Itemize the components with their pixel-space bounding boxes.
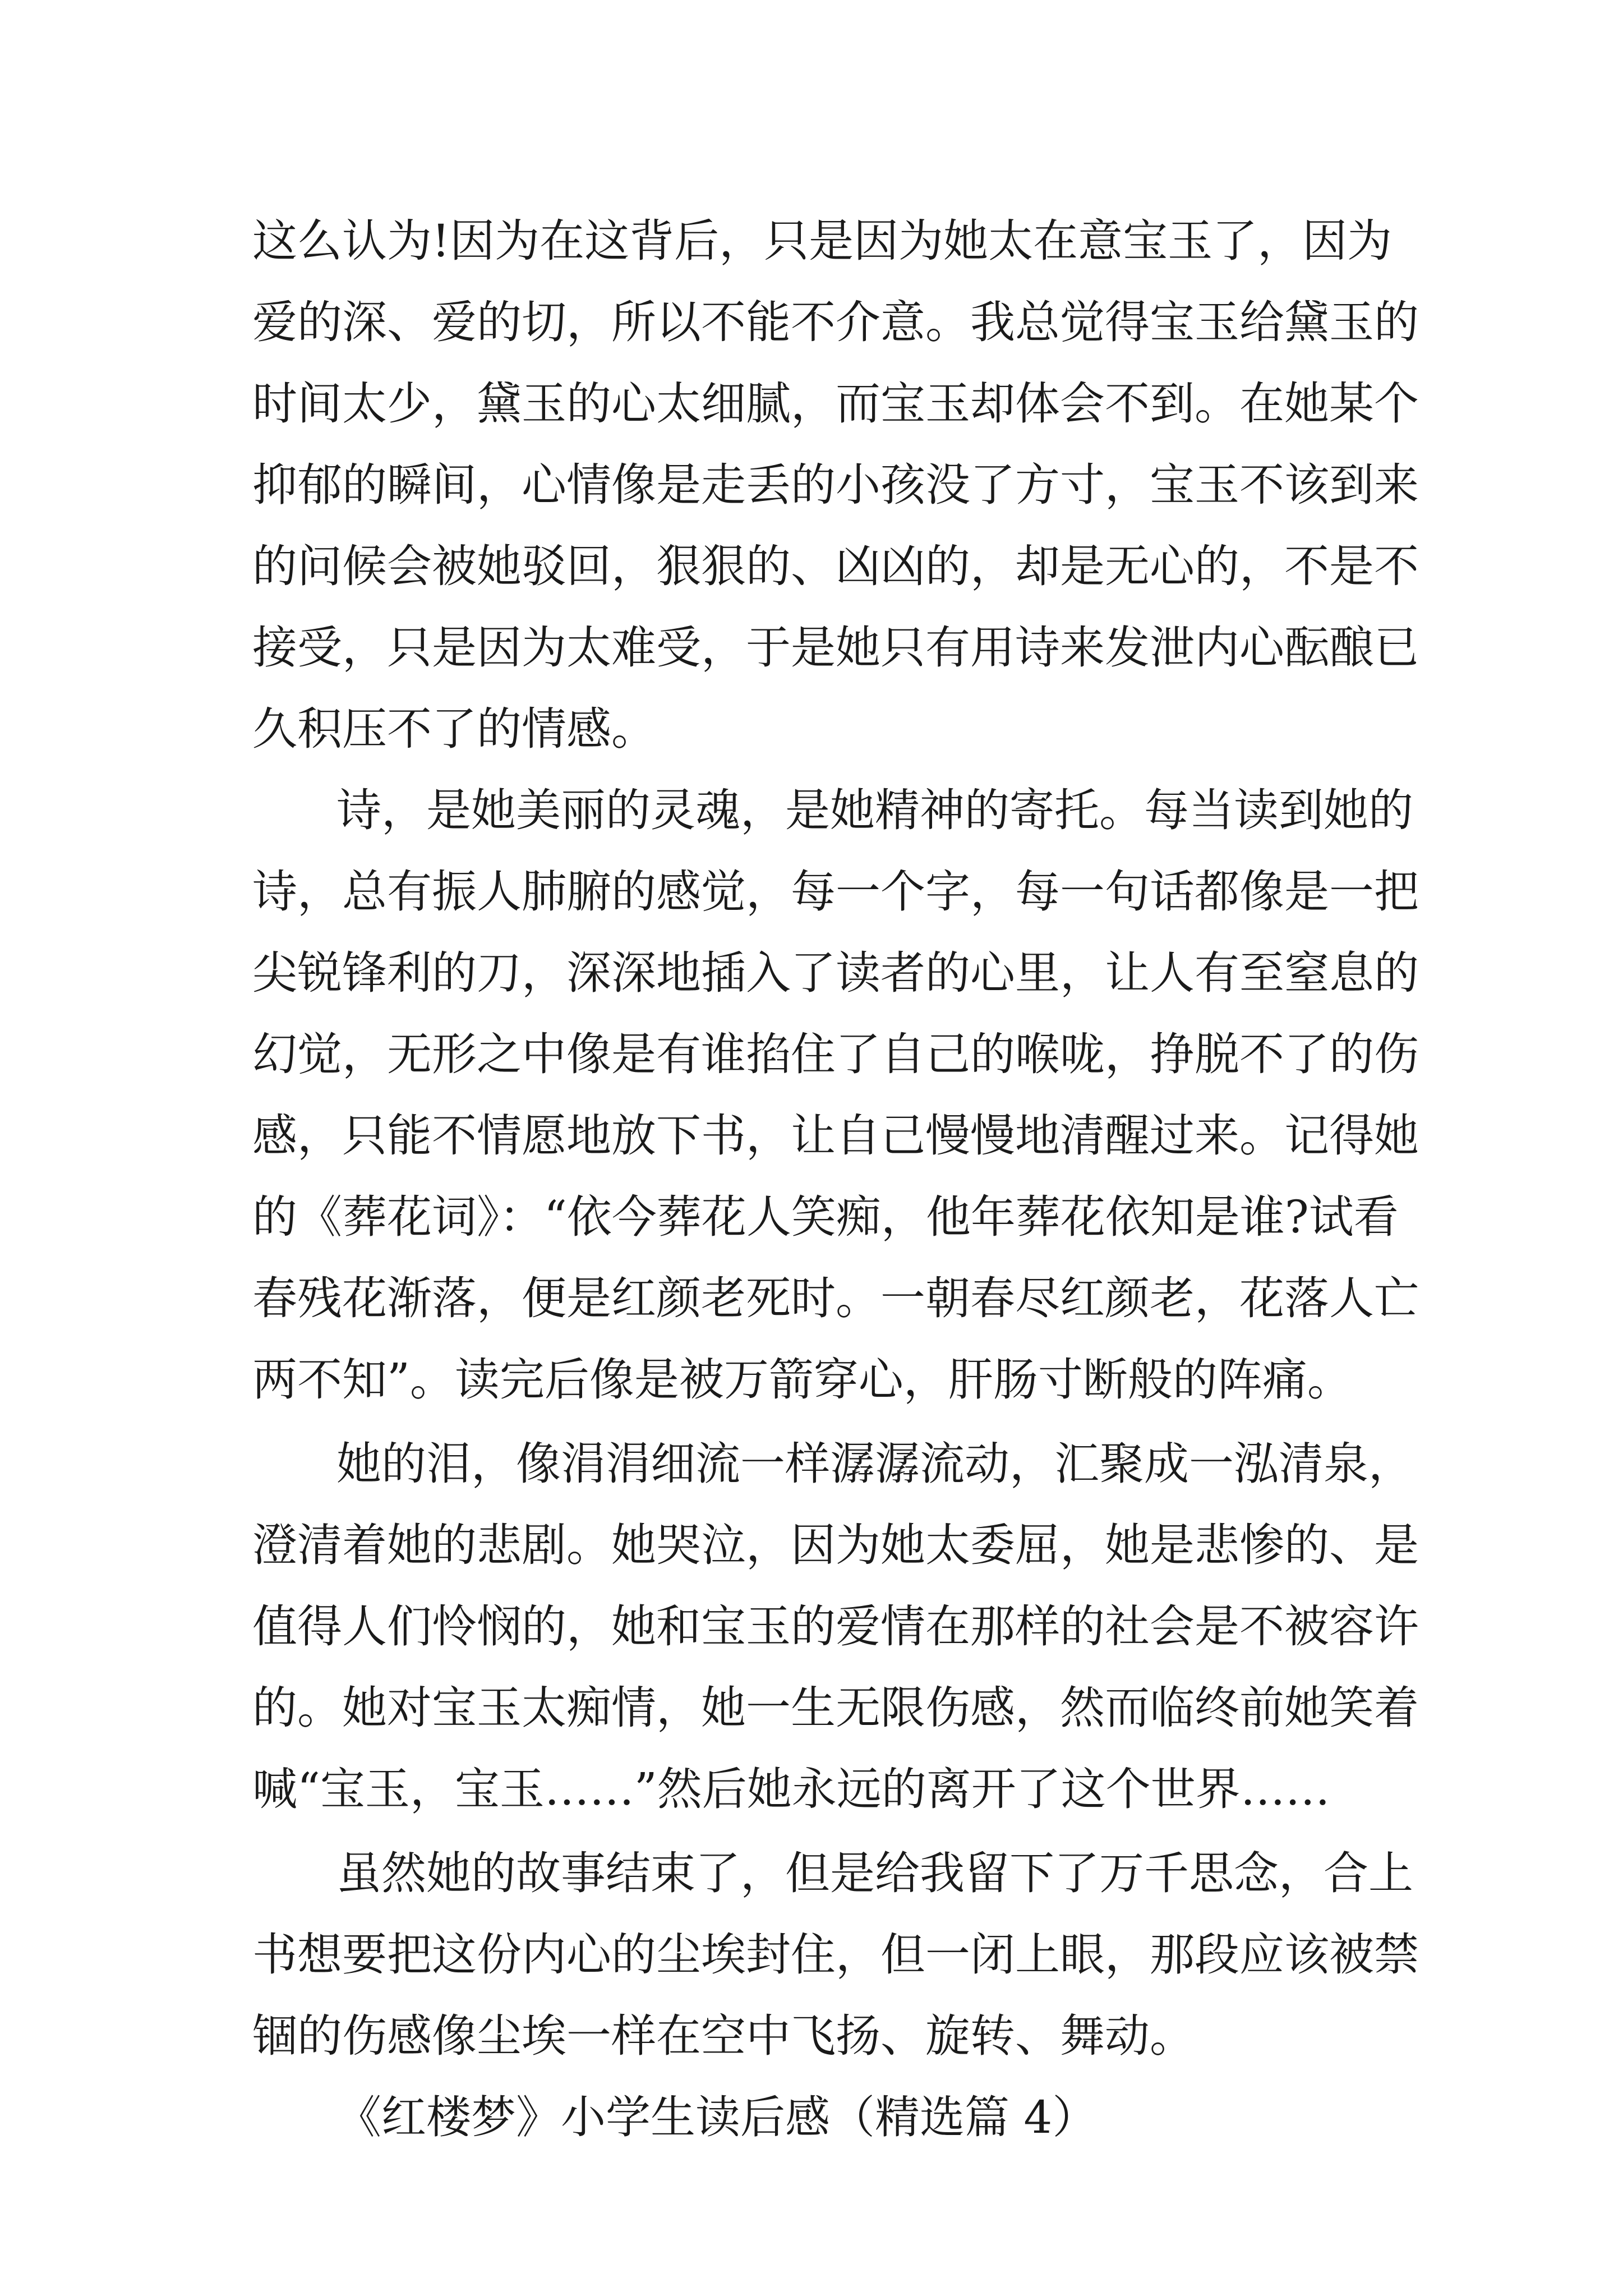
paragraph-line: 的问候会被她驳回，狠狠的、凶凶的，却是无心的，不是不: [252, 540, 1419, 592]
section-heading: 《红楼梦》小学生读后感（精选篇 4）: [336, 2091, 1098, 2143]
paragraph-line: 锢的伤感像尘埃一样在空中飞扬、旋转、舞动。: [252, 2010, 1195, 2062]
paragraph-line: 值得人们怜悯的，她和宝玉的爱情在那样的社会是不被容许: [252, 1600, 1419, 1653]
paragraph-line: 抑郁的瞬间，心情像是走丢的小孩没了方寸，宝玉不该到来: [252, 459, 1419, 511]
paragraph-line: 澄清着她的悲剧。她哭泣，因为她太委屈，她是悲惨的、是: [252, 1519, 1419, 1571]
paragraph-line: 书想要把这份内心的尘埃封住，但一闭上眼，那段应该被禁: [252, 1929, 1419, 1981]
paragraph-line: 诗，总有振人肺腑的感觉，每一个字，每一句话都像是一把: [252, 866, 1419, 918]
paragraph-line: 诗，是她美丽的灵魂，是她精神的寄托。每当读到她的: [336, 784, 1413, 836]
paragraph-line: 幻觉，无形之中像是有谁掐住了自己的喉咙，挣脱不了的伤: [252, 1028, 1419, 1080]
paragraph-line: 接受，只是因为太难受，于是她只有用诗来发泄内心酝酿已: [252, 622, 1419, 674]
paragraph-line: 虽然她的故事结束了，但是给我留下了万千思念，合上: [336, 1847, 1413, 1899]
paragraph-line: 两不知”。读完后像是被万箭穿心，肝肠寸断般的阵痛。: [252, 1354, 1352, 1406]
paragraph-line: 这么认为!因为在这背后，只是因为她太在意宝玉了，因为: [252, 215, 1393, 267]
paragraph-line: 久积压不了的情感。: [252, 703, 656, 755]
paragraph-line: 爱的深、爱的切，所以不能不介意。我总觉得宝玉给黛玉的: [252, 296, 1419, 348]
paragraph-line: 喊“宝玉，宝玉……”然后她永远的离开了这个世界……: [252, 1763, 1330, 1815]
paragraph-line: 时间太少，黛玉的心太细腻，而宝玉却体会不到。在她某个: [252, 378, 1419, 430]
paragraph-line: 她的泪，像涓涓细流一样潺潺流动，汇聚成一泓清泉，: [336, 1438, 1413, 1490]
paragraph-line: 尖锐锋利的刀，深深地插入了读者的心里，让人有至窒息的: [252, 947, 1419, 999]
paragraph-line: 的。她对宝玉太痴情，她一生无限伤感，然而临终前她笑着: [252, 1682, 1419, 1734]
paragraph-line: 感，只能不情愿地放下书，让自己慢慢地清醒过来。记得她: [252, 1110, 1419, 1162]
paragraph-line: 春残花渐落，便是红颜老死时。一朝春尽红颜老，花落人亡: [252, 1272, 1419, 1324]
paragraph-line: 的《葬花词》：“依今葬花人笑痴，他年葬花依知是谁?试看: [252, 1191, 1399, 1243]
